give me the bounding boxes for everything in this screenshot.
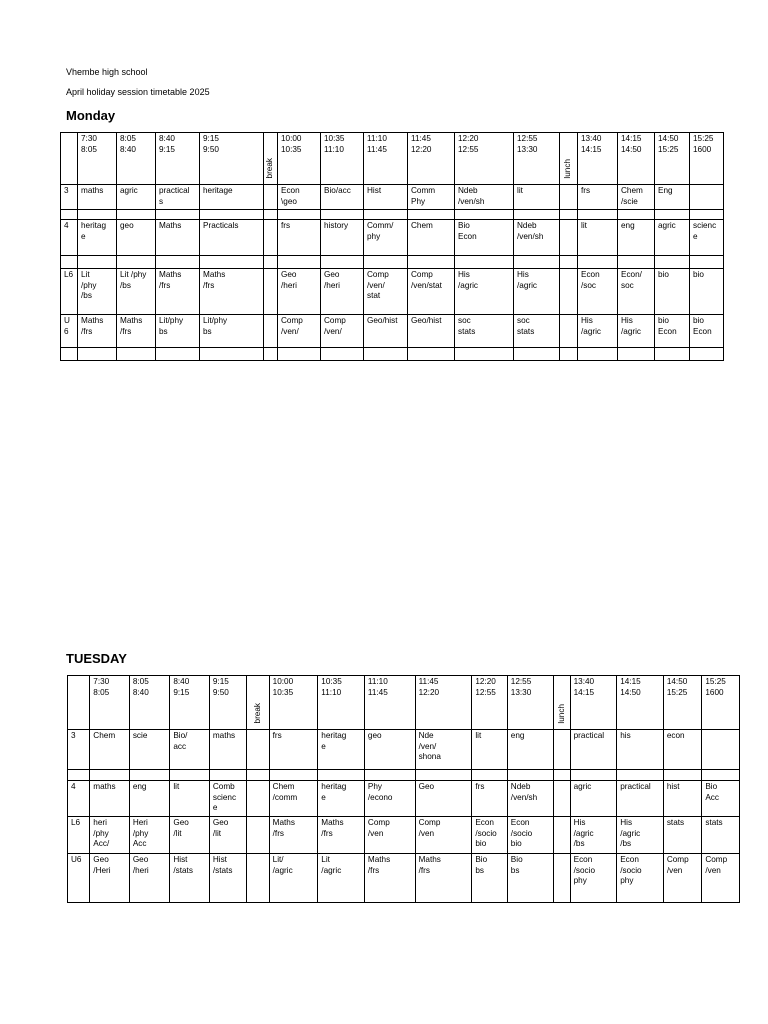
form-label-cell: U 6 <box>61 315 78 348</box>
time-slot-header: 8:05 8:40 <box>129 676 170 730</box>
subject-cell <box>560 348 578 361</box>
table-row <box>61 256 724 269</box>
subject-cell <box>455 348 514 361</box>
form-label-cell <box>61 256 78 269</box>
time-slot-header: 14:50 15:25 <box>655 133 690 185</box>
subject-cell: Comb scienc e <box>209 781 247 817</box>
form-label-cell: L6 <box>61 269 78 315</box>
subject-cell: His /agric /bs <box>570 817 617 854</box>
form-label-cell: 4 <box>68 781 90 817</box>
subject-cell <box>200 348 264 361</box>
subject-cell: frs <box>278 220 321 256</box>
table-row <box>68 781 740 817</box>
subject-cell: Hist /stats <box>209 854 247 903</box>
subject-cell: Comp /ven/stat <box>408 269 455 315</box>
subject-cell: soc stats <box>455 315 514 348</box>
time-slot-header: 14:15 14:50 <box>617 676 664 730</box>
corner-cell <box>61 133 78 185</box>
subject-cell <box>702 730 740 770</box>
subject-cell <box>554 854 570 903</box>
subject-cell <box>264 220 278 256</box>
time-slot-header: 14:50 15:25 <box>663 676 702 730</box>
subject-cell: agric <box>655 220 690 256</box>
subject-cell: Comp /ven <box>415 817 472 854</box>
subject-cell <box>264 348 278 361</box>
subject-cell: heritage <box>200 185 264 210</box>
subject-cell: Heri /phy Acc <box>129 817 170 854</box>
time-slot-header: 12:20 12:55 <box>472 676 507 730</box>
subject-cell: Chem /comm <box>269 781 318 817</box>
subject-cell <box>78 348 117 361</box>
subject-cell <box>554 781 570 817</box>
subject-cell <box>278 256 321 269</box>
subject-cell: Bio/ acc <box>170 730 210 770</box>
time-slot-header: 11:10 11:45 <box>364 676 415 730</box>
subject-cell <box>618 210 655 220</box>
subject-cell: Bio Econ <box>455 220 514 256</box>
time-slot-header: 9:15 9:50 <box>209 676 247 730</box>
time-slot-header: 13:40 14:15 <box>578 133 618 185</box>
subject-cell: Geo/hist <box>408 315 455 348</box>
subject-cell <box>321 348 364 361</box>
subject-cell <box>554 730 570 770</box>
form-label-cell <box>61 210 78 220</box>
table-row <box>61 348 724 361</box>
subject-cell: Econ /soc <box>578 269 618 315</box>
subject-cell <box>570 770 617 781</box>
subject-cell <box>690 256 724 269</box>
time-slot-header: 15:25 1600 <box>690 133 724 185</box>
table-row <box>61 210 724 220</box>
subject-cell: Ndeb /ven/sh <box>455 185 514 210</box>
subject-cell <box>170 770 210 781</box>
subject-cell: Chem <box>408 220 455 256</box>
header-row <box>61 133 724 185</box>
subject-cell <box>78 210 117 220</box>
time-slot-header: 12:20 12:55 <box>455 133 514 185</box>
form-label-cell: 3 <box>68 730 90 770</box>
subject-cell: scienc e <box>690 220 724 256</box>
subject-cell: Maths /frs <box>200 269 264 315</box>
subject-cell <box>78 256 117 269</box>
time-slot-header: 15:25 1600 <box>702 676 740 730</box>
table-row <box>61 185 724 210</box>
time-slot-header: 7:30 8:05 <box>90 676 130 730</box>
subject-cell <box>507 770 554 781</box>
subject-cell: Maths /frs <box>78 315 117 348</box>
subject-cell <box>455 256 514 269</box>
subject-cell: Geo /lit <box>170 817 210 854</box>
subject-cell: Bio bs <box>507 854 554 903</box>
time-slot-header: 8:40 9:15 <box>156 133 200 185</box>
subject-cell <box>560 256 578 269</box>
subject-cell: geo <box>364 730 415 770</box>
subject-cell: lit <box>578 220 618 256</box>
subject-cell: Maths <box>156 220 200 256</box>
subject-cell: Lit /agric <box>318 854 365 903</box>
subject-cell: frs <box>472 781 507 817</box>
table-row <box>61 220 724 256</box>
subject-cell <box>364 348 408 361</box>
subject-cell: Maths /frs <box>156 269 200 315</box>
subject-cell: his <box>617 730 664 770</box>
subject-cell <box>156 348 200 361</box>
time-slot-header: 10:35 11:10 <box>318 676 365 730</box>
subject-cell: Nde /ven/ shona <box>415 730 472 770</box>
subject-cell: practical <box>570 730 617 770</box>
subject-cell <box>578 348 618 361</box>
subject-cell <box>514 348 560 361</box>
subject-cell: maths <box>90 781 130 817</box>
subject-cell <box>514 210 560 220</box>
table-row <box>68 854 740 903</box>
subject-cell: eng <box>618 220 655 256</box>
time-slot-header: 11:45 12:20 <box>408 133 455 185</box>
subject-cell: Ndeb /ven/sh <box>514 220 560 256</box>
day-heading-tuesday: TUESDAY <box>66 651 127 666</box>
form-label-cell <box>68 770 90 781</box>
time-slot-header: 11:10 11:45 <box>364 133 408 185</box>
lunch-label: lunch <box>556 703 566 724</box>
subject-cell: agric <box>570 781 617 817</box>
subject-cell: Lit /phy /bs <box>117 269 156 315</box>
subject-cell <box>278 348 321 361</box>
subject-cell: Comm Phy <box>408 185 455 210</box>
subject-cell: stats <box>702 817 740 854</box>
day-heading-monday: Monday <box>66 108 116 123</box>
subject-cell <box>247 817 269 854</box>
subject-cell <box>618 348 655 361</box>
lunch-column-header <box>554 676 570 730</box>
table-row <box>68 770 740 781</box>
subject-cell: lit <box>514 185 560 210</box>
subject-cell: Comp /ven <box>702 854 740 903</box>
subject-cell: maths <box>78 185 117 210</box>
subject-cell <box>90 770 130 781</box>
subject-cell: Geo /heri <box>278 269 321 315</box>
subject-cell: maths <box>209 730 247 770</box>
subject-cell: Lit/ /agric <box>269 854 318 903</box>
timetable-subtitle: April holiday session timetable 2025 <box>66 87 210 97</box>
subject-cell: Geo /heri <box>321 269 364 315</box>
subject-cell <box>455 210 514 220</box>
subject-cell <box>200 210 264 220</box>
table-row <box>68 817 740 854</box>
break-column-header <box>264 133 278 185</box>
subject-cell <box>247 730 269 770</box>
subject-cell: lit <box>170 781 210 817</box>
time-slot-header: 8:05 8:40 <box>117 133 156 185</box>
subject-cell <box>655 210 690 220</box>
subject-cell: Maths /frs <box>318 817 365 854</box>
subject-cell: Comm/ phy <box>364 220 408 256</box>
subject-cell: Geo /lit <box>209 817 247 854</box>
table-row <box>61 315 724 348</box>
subject-cell <box>247 781 269 817</box>
subject-cell <box>554 770 570 781</box>
subject-cell <box>655 348 690 361</box>
subject-cell: His /agric /bs <box>617 817 664 854</box>
form-label-cell: 3 <box>61 185 78 210</box>
form-label-cell: L6 <box>68 817 90 854</box>
subject-cell: Maths /frs <box>415 854 472 903</box>
subject-cell <box>408 210 455 220</box>
subject-cell: heri /phy Acc/ <box>90 817 130 854</box>
subject-cell: practical s <box>156 185 200 210</box>
subject-cell: Geo <box>415 781 472 817</box>
subject-cell <box>472 770 507 781</box>
subject-cell: Comp /ven/ <box>321 315 364 348</box>
subject-cell: heritag e <box>78 220 117 256</box>
subject-cell: Geo/hist <box>364 315 408 348</box>
subject-cell <box>264 269 278 315</box>
subject-cell: Geo /Heri <box>90 854 130 903</box>
subject-cell: agric <box>117 185 156 210</box>
time-slot-header: 14:15 14:50 <box>618 133 655 185</box>
form-label-cell: U6 <box>68 854 90 903</box>
subject-cell: bio Econ <box>690 315 724 348</box>
subject-cell <box>655 256 690 269</box>
subject-cell: heritag e <box>318 730 365 770</box>
time-slot-header: 8:40 9:15 <box>170 676 210 730</box>
subject-cell: Econ /socio phy <box>617 854 664 903</box>
subject-cell <box>690 348 724 361</box>
subject-cell <box>663 770 702 781</box>
subject-cell <box>209 770 247 781</box>
monday-timetable <box>60 132 724 361</box>
table-row <box>61 269 724 315</box>
subject-cell <box>618 256 655 269</box>
subject-cell <box>554 817 570 854</box>
subject-cell <box>408 256 455 269</box>
subject-cell: Phy /econo <box>364 781 415 817</box>
subject-cell: Chem <box>90 730 130 770</box>
subject-cell <box>278 210 321 220</box>
subject-cell <box>117 210 156 220</box>
subject-cell <box>560 220 578 256</box>
subject-cell: bio <box>690 269 724 315</box>
subject-cell <box>117 348 156 361</box>
subject-cell: frs <box>269 730 318 770</box>
subject-cell: Maths /frs <box>269 817 318 854</box>
subject-cell: Lit/phy bs <box>200 315 264 348</box>
subject-cell <box>269 770 318 781</box>
subject-cell: Comp /ven/ <box>278 315 321 348</box>
subject-cell: Maths /frs <box>117 315 156 348</box>
subject-cell <box>200 256 264 269</box>
subject-cell: His /agric <box>618 315 655 348</box>
subject-cell: eng <box>507 730 554 770</box>
time-slot-header: 11:45 12:20 <box>415 676 472 730</box>
subject-cell: hist <box>663 781 702 817</box>
subject-cell <box>408 348 455 361</box>
header-row <box>68 676 740 730</box>
subject-cell <box>560 185 578 210</box>
lunch-label: lunch <box>563 158 573 179</box>
tuesday-timetable <box>67 675 740 903</box>
subject-cell: Econ /socio bio <box>472 817 507 854</box>
time-slot-header: 10:35 11:10 <box>321 133 364 185</box>
subject-cell: eng <box>129 781 170 817</box>
subject-cell <box>156 256 200 269</box>
subject-cell <box>321 256 364 269</box>
subject-cell <box>560 210 578 220</box>
form-label-cell <box>61 348 78 361</box>
table-row <box>68 730 740 770</box>
subject-cell: Chem /scie <box>618 185 655 210</box>
subject-cell <box>247 770 269 781</box>
subject-cell <box>560 315 578 348</box>
break-label: break <box>265 157 275 179</box>
subject-cell <box>702 770 740 781</box>
subject-cell: Comp /ven <box>364 817 415 854</box>
subject-cell: soc stats <box>514 315 560 348</box>
subject-cell: practical <box>617 781 664 817</box>
subject-cell <box>247 854 269 903</box>
time-slot-header: 12:55 13:30 <box>514 133 560 185</box>
break-label: break <box>252 702 262 724</box>
subject-cell: Practicals <box>200 220 264 256</box>
subject-cell: bio <box>655 269 690 315</box>
time-slot-header: 7:30 8:05 <box>78 133 117 185</box>
subject-cell: frs <box>578 185 618 210</box>
subject-cell <box>415 770 472 781</box>
subject-cell: Bio Acc <box>702 781 740 817</box>
subject-cell: scie <box>129 730 170 770</box>
subject-cell <box>364 256 408 269</box>
subject-cell: bio Econ <box>655 315 690 348</box>
subject-cell: Hist /stats <box>170 854 210 903</box>
subject-cell: Lit/phy bs <box>156 315 200 348</box>
subject-cell <box>156 210 200 220</box>
subject-cell <box>690 210 724 220</box>
subject-cell <box>264 315 278 348</box>
subject-cell <box>364 210 408 220</box>
subject-cell: econ <box>663 730 702 770</box>
subject-cell <box>264 185 278 210</box>
subject-cell <box>617 770 664 781</box>
subject-cell: Hist <box>364 185 408 210</box>
subject-cell <box>117 256 156 269</box>
subject-cell <box>578 256 618 269</box>
time-slot-header: 12:55 13:30 <box>507 676 554 730</box>
subject-cell: Bio/acc <box>321 185 364 210</box>
subject-cell <box>318 770 365 781</box>
corner-cell <box>68 676 90 730</box>
form-label-cell: 4 <box>61 220 78 256</box>
time-slot-header: 9:15 9:50 <box>200 133 264 185</box>
subject-cell: stats <box>663 817 702 854</box>
subject-cell <box>264 256 278 269</box>
subject-cell: Eng <box>655 185 690 210</box>
subject-cell: Econ /socio bio <box>507 817 554 854</box>
subject-cell: Econ \geo <box>278 185 321 210</box>
subject-cell <box>690 185 724 210</box>
subject-cell <box>560 269 578 315</box>
time-slot-header: 10:00 10:35 <box>269 676 318 730</box>
subject-cell: heritag e <box>318 781 365 817</box>
subject-cell <box>264 210 278 220</box>
subject-cell: Comp /ven <box>663 854 702 903</box>
subject-cell: geo <box>117 220 156 256</box>
subject-cell: Comp /ven/ stat <box>364 269 408 315</box>
subject-cell: Bio bs <box>472 854 507 903</box>
subject-cell: Econ/ soc <box>618 269 655 315</box>
time-slot-header: 13:40 14:15 <box>570 676 617 730</box>
break-column-header <box>247 676 269 730</box>
subject-cell <box>129 770 170 781</box>
school-name: Vhembe high school <box>66 67 148 77</box>
subject-cell <box>321 210 364 220</box>
subject-cell <box>514 256 560 269</box>
subject-cell: Maths /frs <box>364 854 415 903</box>
subject-cell: His /agric <box>578 315 618 348</box>
subject-cell <box>364 770 415 781</box>
subject-cell <box>578 210 618 220</box>
subject-cell: history <box>321 220 364 256</box>
lunch-column-header <box>560 133 578 185</box>
subject-cell: lit <box>472 730 507 770</box>
subject-cell: His /agric <box>455 269 514 315</box>
time-slot-header: 10:00 10:35 <box>278 133 321 185</box>
subject-cell: Lit /phy /bs <box>78 269 117 315</box>
subject-cell: His /agric <box>514 269 560 315</box>
subject-cell: Geo /heri <box>129 854 170 903</box>
subject-cell: Econ /socio phy <box>570 854 617 903</box>
subject-cell: Ndeb /ven/sh <box>507 781 554 817</box>
